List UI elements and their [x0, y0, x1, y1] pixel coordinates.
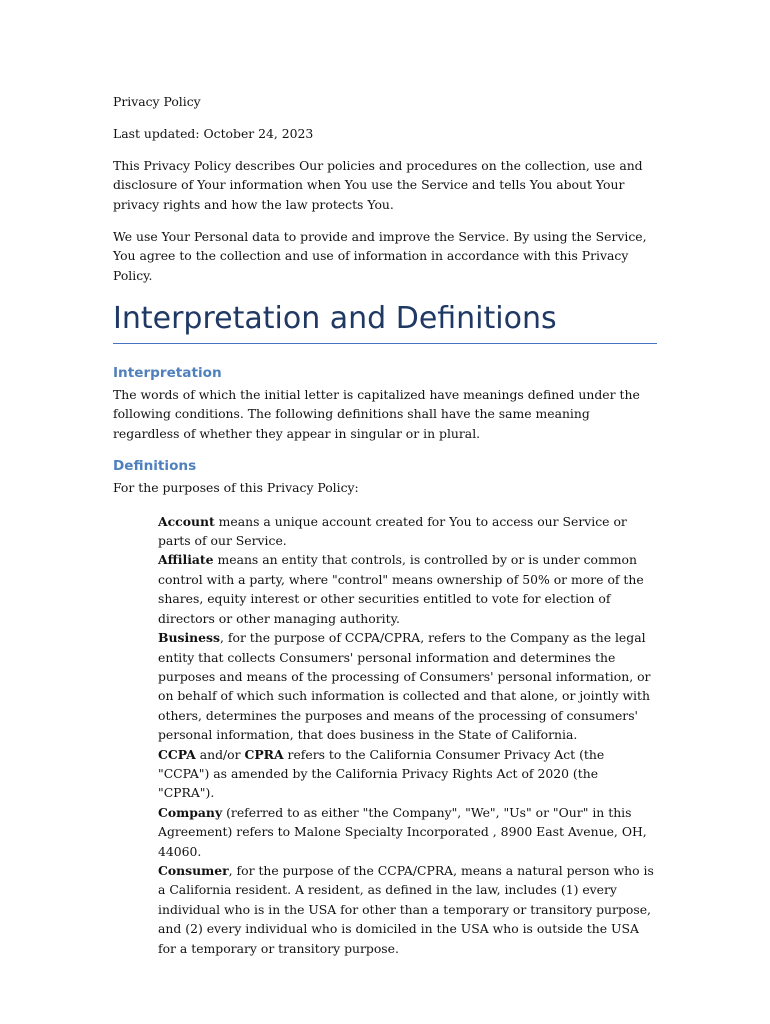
- definition-item-account: [158, 512, 658, 551]
- definition-term: Business: [158, 630, 221, 646]
- definition-text: , for the purpose of CCPA/CPRA, refers to the Company as the legal entity that collects Consumers' personal information and determines the purposes and means of the processing of Consumers' personal information, or on behalf of which such information is collected and that alone, or jointly with others, determines the purposes and means of the processing of consumers' personal information, that does business in the State of California.: [158, 630, 651, 743]
- last-updated: Last updated: October 24, 2023: [113, 126, 314, 141]
- definition-term: CCPA: [158, 746, 196, 762]
- definition-text: , for the purpose of the CCPA/CPRA, means a natural person who is a California resident. A resident, as defined in the law, includes (1) every individual who is in the USA for other than a temporary or transitory purpose, and (2) every individual who is domiciled in the USA who is outside the USA for a temporary or transitory purpose.: [158, 862, 654, 956]
- definitions-intro: For the purposes of this Privacy Policy:: [113, 480, 359, 496]
- definitions-list: [158, 512, 658, 958]
- intro-paragraph-1: This Privacy Policy describes Our policies and procedures on the collection, use and disclosure of Your information when You use the Service and tells You about Your privacy rights and how the law protects You.: [113, 158, 643, 212]
- definition-term: Affiliate: [158, 552, 214, 568]
- definition-text: (referred to as either "the Company", "We", "Us" or "Our" in this Agreement) refers to Malone Specialty Incorporated , 8900 East Avenue, OH, 44060.: [158, 804, 647, 859]
- definition-text: refers to the California Consumer Privacy Act (the "CCPA") as amended by the California Privacy Rights Act of 2020 (the "CPRA").: [158, 746, 605, 801]
- definition-item-affiliate: [158, 550, 658, 628]
- definition-text: means an entity that controls, is controlled by or is under common control with a party, where "control" means ownership of 50% or more of the shares, equity interest or other securities entitled to vote for election of directors or other managing authority.: [158, 552, 644, 626]
- interpretation-text: The words of which the initial letter is capitalized have meanings defined under the following conditions. The following definitions shall have the same meaning regardless of whether they appear in singular or in plural.: [113, 387, 640, 441]
- document-page: [113, 92, 657, 958]
- interpretation-heading: Interpretation: [113, 365, 222, 382]
- definition-term: Company: [158, 804, 223, 820]
- definition-text: means a unique account created for You to access our Service or parts of our Service.: [158, 513, 627, 549]
- definition-term: Account: [158, 513, 215, 529]
- intro-paragraph-2: We use Your Personal data to provide and improve the Service. By using the Service, You agree to the collection and use of information in accordance with this Privacy Policy.: [113, 228, 647, 283]
- definition-item-business: [158, 628, 658, 744]
- definition-item-ccpa: [158, 745, 658, 803]
- definitions-heading: Definitions: [113, 458, 197, 475]
- definition-item-company: [158, 803, 658, 861]
- section-heading: Interpretation and Definitions: [113, 301, 657, 344]
- document-title: Privacy Policy: [113, 94, 201, 109]
- definition-term: Consumer: [158, 862, 229, 878]
- definition-term-2: CPRA: [244, 746, 284, 762]
- definition-item-consumer: [158, 861, 658, 958]
- definition-connector: and/or: [195, 746, 245, 762]
